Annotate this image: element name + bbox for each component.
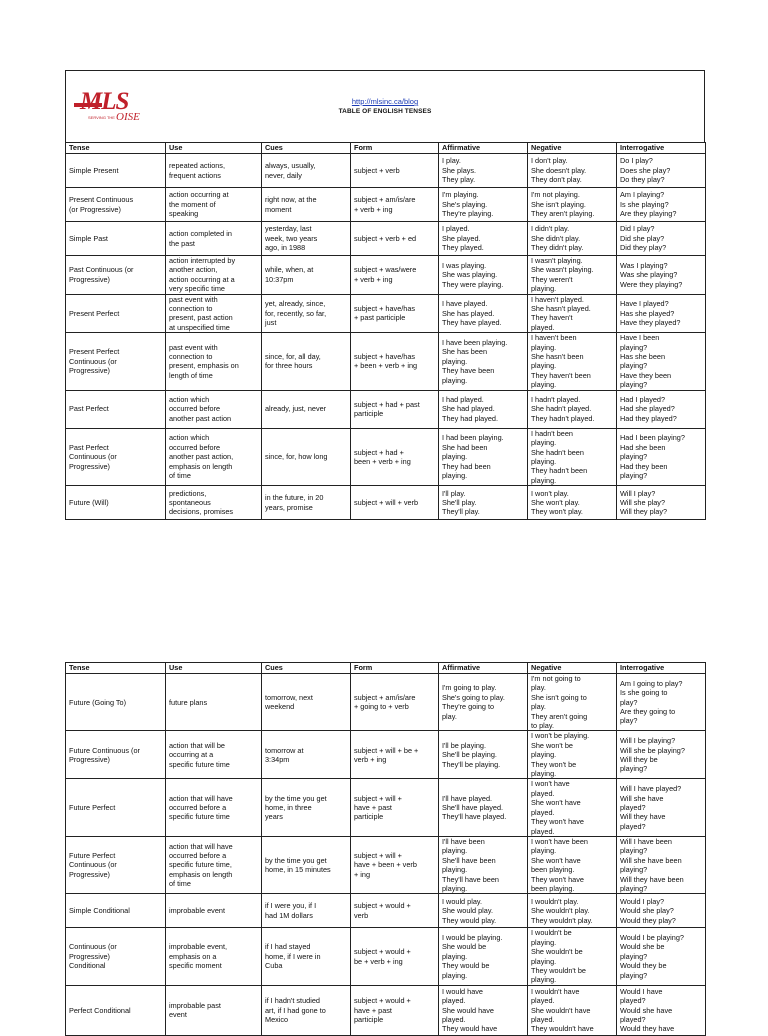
table-row (66, 731, 706, 779)
affirmative-cell (439, 731, 528, 779)
form-cell-text: subject + have/has + been + verb + ing (354, 352, 418, 371)
tense-cell-text: Perfect Conditional (69, 1005, 131, 1015)
negative-cell (528, 390, 617, 428)
tense-cell-text: Present Perfect Continuous (or Progressive) (69, 347, 120, 376)
affirmative-cell (439, 674, 528, 731)
logo-oise: OISE (116, 111, 140, 123)
affirmative-cell (439, 836, 528, 893)
cues-cell-text: in the future, in 20 years, promise (265, 493, 324, 512)
use-cell (166, 836, 262, 893)
cues-cell-text: while, when, at 10:37pm (265, 265, 314, 284)
affirmative-cell (439, 894, 528, 928)
affirmative-cell-text: I play. She plays. They play. (442, 156, 477, 185)
negative-cell (528, 928, 617, 985)
interrogative-cell (617, 154, 706, 188)
cues-cell (262, 256, 351, 295)
form-cell-text: subject + am/is/are + verb + ing (354, 195, 416, 214)
negative-cell-text: I didn't play. She didn't play. They didn't play. (531, 224, 584, 253)
tense-cell-text: Future Perfect Continuous (or Progressive) (69, 851, 117, 879)
cues-cell-text: tomorrow at 3:34pm (265, 745, 304, 764)
form-cell-text: subject + verb + ed (354, 233, 417, 243)
affirmative-cell-text: I'm playing. She's playing. They're playing. (442, 190, 494, 219)
use-cell-text: past event with connection to present, past action at unspecified time (169, 294, 233, 332)
cues-cell (262, 894, 351, 928)
affirmative-cell (439, 188, 528, 222)
col-cues: Cues (262, 663, 351, 674)
col-use: Use (166, 143, 262, 154)
table-row (66, 486, 706, 520)
document-header (65, 70, 705, 142)
use-cell-text: improbable event (169, 906, 225, 916)
affirmative-cell (439, 256, 528, 295)
table-row (66, 188, 706, 222)
negative-cell-text: I wouldn't play. She wouldn't play. They wouldn't play. (531, 896, 593, 925)
cues-cell-text: by the time you get home, in three years (265, 793, 327, 822)
negative-cell-text: I hadn't been playing. She hadn't been playing. They hadn't been playing. (531, 428, 588, 485)
use-cell-text: action occurring at the moment of speaking (169, 190, 229, 219)
affirmative-cell (439, 985, 528, 1035)
form-cell (351, 188, 439, 222)
affirmative-cell-text: I would play. She would play. They would play. (442, 896, 497, 925)
col-use: Use (166, 663, 262, 674)
negative-cell-text: I wasn't playing. She wasn't playing. They weren't playing. (531, 256, 594, 294)
negative-cell-text: I'm not going to play. She isn't going to play. They aren't going to play. (531, 674, 588, 731)
cues-cell-text: if I hadn't studied art, if I had gone to Mexico (265, 996, 326, 1024)
document-title: TABLE OF ENGLISH TENSES (338, 108, 432, 115)
affirmative-cell-text: I have played. She has played. They have played. (442, 299, 502, 328)
cues-cell (262, 486, 351, 520)
tense-cell (66, 836, 166, 893)
use-cell (166, 390, 262, 428)
tense-cell (66, 428, 166, 485)
negative-cell-text: I haven't been playing. She hasn't been playing. They haven't been playing. (531, 333, 591, 390)
form-cell-text: subject + would + verb (354, 901, 411, 920)
tense-cell (66, 779, 166, 836)
use-cell (166, 188, 262, 222)
tense-cell-text: Simple Past (69, 233, 108, 243)
form-cell (351, 294, 439, 333)
form-cell (351, 390, 439, 428)
use-cell-text: action which occurred before another past action (169, 395, 232, 423)
table-row (66, 894, 706, 928)
tense-cell-text: Simple Present (69, 165, 119, 175)
negative-cell-text: I won't have been playing. She won't have been playing. They won't have been playing. (531, 836, 588, 893)
table-row (66, 390, 706, 428)
negative-cell-text: I wouldn't be playing. She wouldn't be playing. They wouldn't be playing. (531, 928, 586, 985)
tense-cell-text: Past Perfect Continuous (or Progressive) (69, 442, 117, 471)
tense-cell-text: Present Perfect (69, 308, 120, 318)
affirmative-cell-text: I'll have played. She'll have played. They'll have played. (442, 793, 507, 822)
table-row (66, 222, 706, 256)
form-cell-text: subject + was/were + verb + ing (354, 265, 417, 284)
use-cell (166, 779, 262, 836)
tense-table-page-1 (65, 70, 705, 520)
table-body-1 (66, 154, 706, 520)
cues-cell-text: if I were you, if I had 1M dollars (265, 901, 317, 920)
form-cell-text: subject + had + been + verb + ing (354, 447, 411, 466)
form-cell-text: subject + would + be + verb + ing (354, 947, 411, 966)
negative-cell-text: I don't play. She doesn't play. They don't play. (531, 156, 587, 185)
table-row (66, 154, 706, 188)
affirmative-cell-text: I had been playing. She had been playing. They had been playing. (442, 433, 504, 481)
col-negative: Negative (528, 143, 617, 154)
cues-cell (262, 779, 351, 836)
col-affirmative: Affirmative (439, 663, 528, 674)
interrogative-cell (617, 333, 706, 390)
form-cell (351, 154, 439, 188)
interrogative-cell (617, 486, 706, 520)
affirmative-cell-text: I would have played. She would have played. They would have (442, 986, 498, 1034)
tenses-table-1 (65, 142, 706, 520)
tense-cell-text: Future (Going To) (69, 697, 127, 707)
form-cell (351, 731, 439, 779)
negative-cell (528, 294, 617, 333)
interrogative-cell (617, 928, 706, 985)
form-cell-text: subject + will + verb (354, 497, 419, 507)
use-cell (166, 985, 262, 1035)
negative-cell (528, 731, 617, 779)
tense-table-page-2 (65, 662, 705, 1036)
blog-link[interactable]: http://mlsinc.ca/blog (351, 97, 419, 106)
logo-text: MLS (80, 88, 129, 115)
interrogative-cell-text: Would I have played? Would she have played? Would they have (620, 986, 675, 1034)
use-cell (166, 428, 262, 485)
use-cell (166, 256, 262, 295)
tenses-table-2 (65, 662, 706, 1036)
table-body-2 (66, 674, 706, 1036)
negative-cell-text: I won't have played. She won't have played. They won't have played. (531, 779, 584, 836)
use-cell (166, 294, 262, 333)
table-row (66, 674, 706, 731)
table-row (66, 428, 706, 485)
col-form: Form (351, 663, 439, 674)
tense-cell (66, 333, 166, 390)
affirmative-cell-text: I'll be playing. She'll be playing. They'll be playing. (442, 740, 501, 769)
use-cell (166, 894, 262, 928)
form-cell (351, 333, 439, 390)
form-cell-text: subject + will + have + been + verb + ing (354, 851, 417, 879)
tense-cell (66, 731, 166, 779)
tense-cell (66, 390, 166, 428)
interrogative-cell (617, 222, 706, 256)
use-cell (166, 674, 262, 731)
cues-cell-text: already, just, never (265, 404, 327, 414)
col-tense: Tense (66, 663, 166, 674)
interrogative-cell-text: Will I have played? Will she have played? Will they have played? (620, 784, 682, 831)
negative-cell (528, 836, 617, 893)
interrogative-cell (617, 836, 706, 893)
cues-cell-text: by the time you get home, in 15 minutes (265, 855, 331, 875)
use-cell (166, 731, 262, 779)
interrogative-cell-text: Did I play? Did she play? Did they play? (620, 224, 667, 253)
form-cell-text: subject + would + have + past participle (354, 996, 411, 1024)
table-header-row (66, 143, 706, 154)
use-cell-text: action that will have occurred before a specific future time (169, 793, 233, 822)
table-row (66, 256, 706, 295)
cues-cell-text: since, for, how long (265, 452, 328, 462)
form-cell (351, 894, 439, 928)
affirmative-cell-text: I had played. She had played. They had played. (442, 395, 498, 423)
interrogative-cell-text: Do I play? Does she play? Do they play? (620, 156, 671, 185)
use-cell (166, 333, 262, 390)
col-form: Form (351, 143, 439, 154)
affirmative-cell (439, 928, 528, 985)
use-cell-text: past event with connection to present, emphasis on length of time (169, 342, 239, 380)
interrogative-cell-text: Will I have been playing? Will she have been playing? Will they have been playing? (620, 836, 684, 893)
negative-cell-text: I hadn't played. She hadn't played. They hadn't played. (531, 395, 595, 423)
use-cell-text: action interrupted by another action, action occurring at a very specific time (169, 256, 236, 294)
negative-cell-text: I won't be playing. She won't be playing. They won't be playing. (531, 731, 590, 779)
use-cell-text: improbable past event (169, 1000, 221, 1020)
form-cell-text: subject + verb (354, 165, 400, 175)
negative-cell-text: I wouldn't have played. She wouldn't have played. They wouldn't have (531, 986, 594, 1034)
cues-cell-text: since, for, all day, for three hours (265, 352, 321, 371)
affirmative-cell (439, 154, 528, 188)
affirmative-cell-text: I'll play. She'll play. They'll play. (442, 488, 480, 517)
tense-cell (66, 294, 166, 333)
negative-cell (528, 188, 617, 222)
form-cell (351, 428, 439, 485)
cues-cell (262, 188, 351, 222)
cues-cell (262, 928, 351, 985)
col-cues: Cues (262, 143, 351, 154)
cues-cell (262, 731, 351, 779)
interrogative-cell (617, 428, 706, 485)
use-cell-text: improbable event, emphasis on a specific moment (169, 942, 228, 971)
use-cell (166, 928, 262, 985)
form-cell (351, 928, 439, 985)
affirmative-cell-text: I was playing. She was playing. They were playing. (442, 260, 504, 289)
tense-cell (66, 154, 166, 188)
form-cell-text: subject + will + be + verb + ing (354, 745, 419, 764)
interrogative-cell-text: Am I playing? Is she playing? Are they playing? (620, 190, 677, 219)
negative-cell-text: I'm not playing. She isn't playing. They aren't playing. (531, 190, 595, 219)
interrogative-cell (617, 188, 706, 222)
interrogative-cell (617, 731, 706, 779)
interrogative-cell-text: Will I play? Will she play? Will they play? (620, 488, 668, 517)
tense-cell-text: Future Perfect (69, 802, 116, 812)
use-cell-text: repeated actions, frequent actions (169, 161, 225, 180)
use-cell-text: action completed in the past (169, 229, 232, 248)
table-row (66, 928, 706, 985)
col-negative: Negative (528, 663, 617, 674)
interrogative-cell (617, 294, 706, 333)
logo-subtext: SERVING THE (88, 115, 115, 120)
form-cell (351, 779, 439, 836)
interrogative-cell-text: Had I been playing? Had she been playing? Had they been playing? (620, 433, 685, 481)
cues-cell-text: tomorrow, next weekend (265, 692, 313, 712)
negative-cell (528, 985, 617, 1035)
affirmative-cell-text: I have been playing. She has been playing. They have been playing. (442, 337, 508, 385)
affirmative-cell-text: I played. She played. They played. (442, 224, 484, 253)
interrogative-cell-text: Would I be playing? Would she be playing? Would they be playing? (620, 933, 684, 980)
cues-cell (262, 985, 351, 1035)
negative-cell (528, 154, 617, 188)
tense-cell-text: Past Continuous (or Progressive) (69, 265, 134, 284)
cues-cell (262, 294, 351, 333)
interrogative-cell-text: Have I been playing? Has she been playing? Have they been playing? (620, 333, 672, 390)
negative-cell (528, 222, 617, 256)
table-row (66, 836, 706, 893)
negative-cell (528, 894, 617, 928)
negative-cell (528, 256, 617, 295)
cues-cell (262, 222, 351, 256)
tense-cell (66, 674, 166, 731)
cues-cell-text: yet, already, since, for, recently, so far, just (265, 299, 327, 328)
table-header-row (66, 663, 706, 674)
negative-cell-text: I haven't played. She hasn't played. They haven't played. (531, 294, 591, 332)
form-cell (351, 836, 439, 893)
table-row (66, 985, 706, 1035)
tense-cell (66, 928, 166, 985)
col-interrogative: Interrogative (617, 143, 706, 154)
cues-cell-text: right now, at the moment (265, 195, 317, 214)
use-cell-text: action which occurred before another past action, emphasis on length of time (169, 433, 234, 481)
cues-cell (262, 674, 351, 731)
interrogative-cell (617, 390, 706, 428)
affirmative-cell-text: I would be playing. She would be playing. They would be playing. (442, 933, 503, 980)
interrogative-cell-text: Am I going to play? Is she going to play? Are they going to play? (620, 678, 683, 726)
cues-cell-text: if I had stayed home, if I were in Cuba (265, 942, 321, 971)
col-tense: Tense (66, 143, 166, 154)
use-cell-text: future plans (169, 697, 208, 707)
form-cell (351, 256, 439, 295)
affirmative-cell (439, 486, 528, 520)
cues-cell (262, 836, 351, 893)
cues-cell-text: always, usually, never, daily (265, 161, 316, 180)
form-cell (351, 486, 439, 520)
form-cell (351, 222, 439, 256)
interrogative-cell (617, 674, 706, 731)
cues-cell (262, 333, 351, 390)
negative-cell (528, 333, 617, 390)
negative-cell (528, 674, 617, 731)
affirmative-cell (439, 294, 528, 333)
tense-cell-text: Past Perfect (69, 404, 109, 414)
interrogative-cell-text: Will I be playing? Will she be playing? Will they be playing? (620, 736, 685, 774)
tense-cell-text: Present Continuous (or Progressive) (69, 195, 134, 214)
affirmative-cell (439, 428, 528, 485)
form-cell-text: subject + had + past participle (354, 399, 420, 419)
tense-cell-text: Future Continuous (or Progressive) (69, 745, 140, 764)
form-cell (351, 674, 439, 731)
cues-cell-text: yesterday, last week, two years ago, in 1988 (265, 224, 318, 253)
tense-cell (66, 894, 166, 928)
affirmative-cell-text: I'm going to play. She's going to play. They're going to play. (442, 683, 505, 721)
use-cell (166, 222, 262, 256)
tense-cell (66, 486, 166, 520)
cues-cell (262, 428, 351, 485)
use-cell-text: action that will have occurred before a specific future time, emphasis on length of time (169, 841, 233, 889)
tense-cell (66, 188, 166, 222)
use-cell-text: action that will be occurring at a specific future time (169, 740, 230, 769)
interrogative-cell-text: Was I playing? Was she playing? Were they playing? (620, 260, 683, 289)
interrogative-cell-text: Have I played? Has she played? Have they played? (620, 299, 681, 328)
interrogative-cell (617, 985, 706, 1035)
negative-cell (528, 486, 617, 520)
tense-cell (66, 985, 166, 1035)
tense-cell-text: Simple Conditional (69, 906, 130, 916)
affirmative-cell (439, 779, 528, 836)
tense-cell-text: Future (Will) (69, 497, 109, 507)
interrogative-cell-text: Had I played? Had she played? Had they played? (620, 395, 677, 423)
interrogative-cell (617, 894, 706, 928)
form-cell-text: subject + will + have + past participle (354, 793, 402, 822)
use-cell (166, 154, 262, 188)
table-row (66, 779, 706, 836)
tense-cell-text: Continuous (or Progressive) Conditional (69, 942, 117, 971)
use-cell-text: predictions, spontaneous decisions, promises (169, 488, 234, 517)
negative-cell-text: I won't play. She won't play. They won't play. (531, 488, 583, 517)
tense-cell (66, 256, 166, 295)
tense-cell (66, 222, 166, 256)
interrogative-cell (617, 779, 706, 836)
table-row (66, 294, 706, 333)
cues-cell (262, 390, 351, 428)
form-cell (351, 985, 439, 1035)
affirmative-cell-text: I'll have been playing. She'll have been playing. They'll have been playing. (442, 836, 499, 893)
use-cell (166, 486, 262, 520)
affirmative-cell (439, 333, 528, 390)
cues-cell (262, 154, 351, 188)
affirmative-cell (439, 222, 528, 256)
interrogative-cell-text: Would I play? Would she play? Would they play? (620, 896, 676, 925)
col-affirmative: Affirmative (439, 143, 528, 154)
negative-cell (528, 428, 617, 485)
affirmative-cell (439, 390, 528, 428)
form-cell-text: subject + have/has + past participle (354, 304, 416, 323)
negative-cell (528, 779, 617, 836)
table-row (66, 333, 706, 390)
interrogative-cell (617, 256, 706, 295)
col-interrogative: Interrogative (617, 663, 706, 674)
form-cell-text: subject + am/is/are + going to + verb (354, 692, 416, 712)
